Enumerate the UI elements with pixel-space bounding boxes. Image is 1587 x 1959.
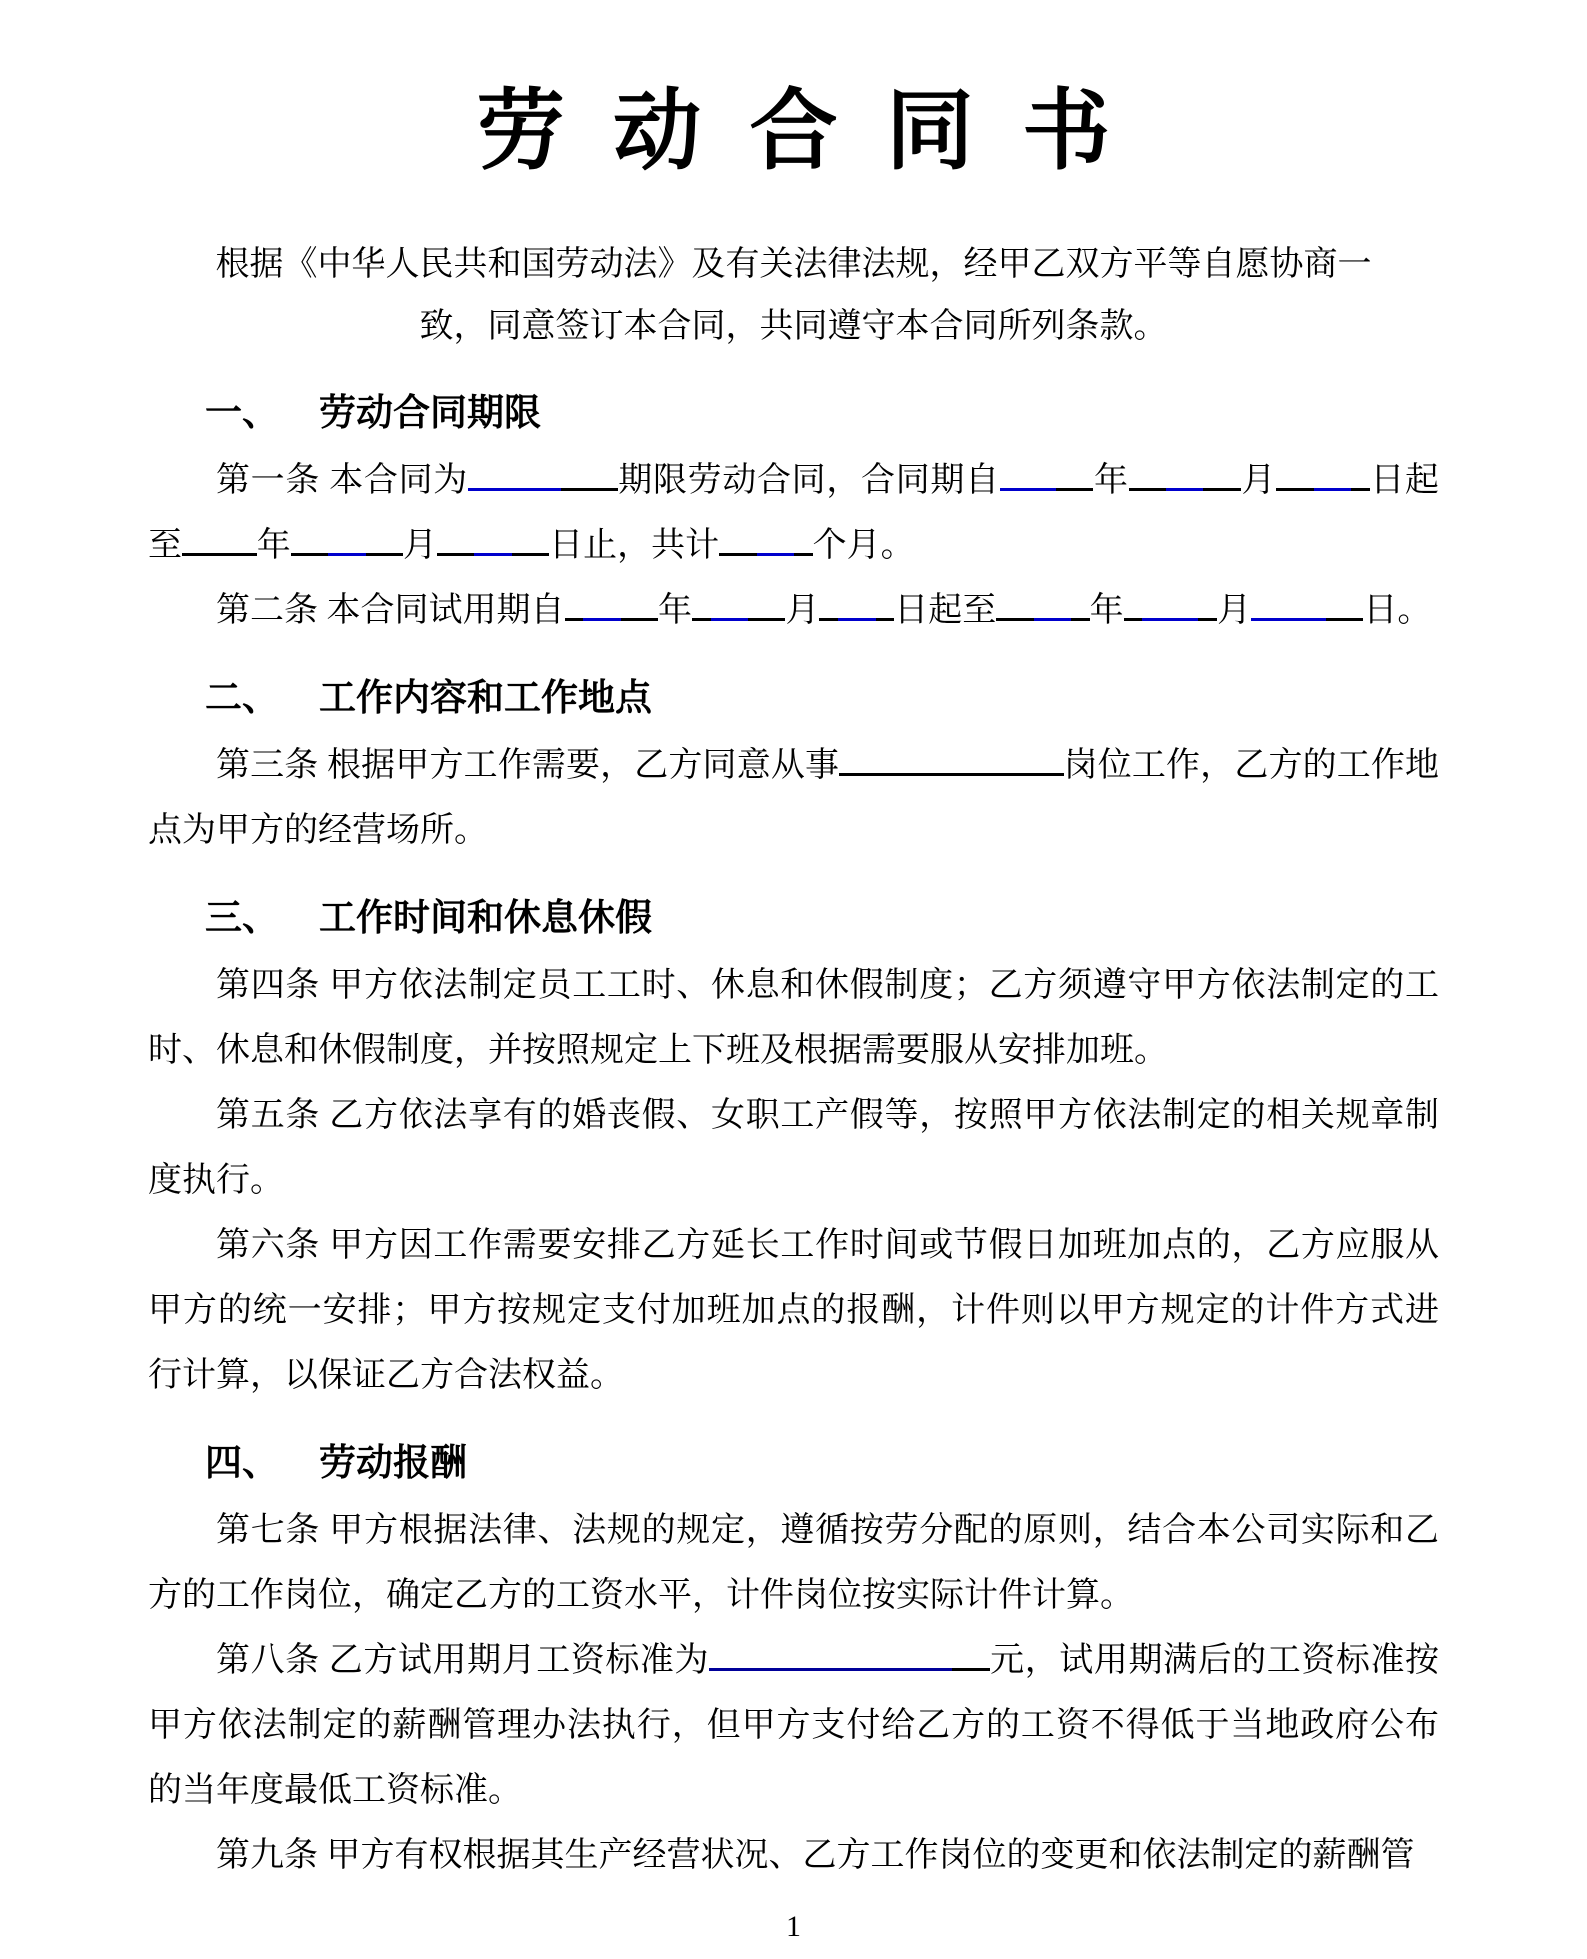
blank-underline [583,587,620,621]
text-run: 个月。 [812,527,915,564]
section-number: 二、 [205,678,279,719]
blank-underline [996,587,1033,621]
blank-underline [794,522,813,556]
clause-paragraph-8 [148,1628,1439,1823]
section-number: 一、 [205,393,279,434]
blank-underline [1198,587,1217,621]
blank-underline [182,522,257,556]
blank-underline [1276,457,1313,491]
blank-underline [468,457,562,491]
section-title: 劳动报酬 [319,1443,467,1484]
text-run: 第五条 乙方依法享有的婚丧假、女职工产假等，按照甲方依法制定的相关规章制度执行。 [148,1097,1439,1199]
blank-underline [757,522,794,556]
blank-underline [1142,587,1198,621]
blank-underline [876,587,895,621]
clause-paragraph-3 [148,733,1439,863]
text-run: 年 [256,527,291,564]
blank-underline [711,587,748,621]
text-run: 月 [1240,462,1277,499]
text-run: 日起至 [148,462,1440,564]
blank-underline [952,1637,989,1671]
blank-underline [561,457,617,491]
text-run: 第八条 乙方试用期月工资标准为 [216,1642,710,1679]
section-title: 劳动合同期限 [319,393,541,434]
text-run: 第九条 甲方有权根据其生产经营状况、乙方工作岗位的变更和依法制定的薪酬管 [216,1837,1415,1874]
blank-underline [437,522,474,556]
section-title: 工作内容和工作地点 [319,678,652,719]
text-run: 年 [1089,592,1124,629]
blank-underline [1124,587,1143,621]
text-run: 月 [402,527,437,564]
clause-paragraph-6 [148,1213,1439,1408]
blank-underline [1203,457,1240,491]
text-run: 日起至 [894,592,997,629]
intro-paragraph: 根据《中华人民共和国劳动法》及有关法律法规，经甲乙双方平等自愿协商一致，同意签订本合同，共同遵守本合同所列条款。 [215,246,1372,345]
blank-underline [621,587,658,621]
page-number: 1 [786,1910,801,1943]
document-title: 劳动合同书 [476,81,1159,180]
text-run: 第一条 本合同为 [216,462,468,499]
section-number: 四、 [205,1443,279,1484]
section-heading-1 [205,388,1439,440]
blank-underline [565,587,584,621]
blank-underline [1166,457,1203,491]
blank-underline [328,522,365,556]
text-run: 日止，共计 [549,527,720,564]
section-heading-2 [205,673,1439,725]
clause-paragraph-7 [148,1498,1439,1628]
blank-underline [474,522,511,556]
text-run: 第三条 根据甲方工作需要，乙方同意从事 [216,747,840,784]
text-run: 年 [657,592,692,629]
text-run: 第七条 甲方根据法律、法规的规定，遵循按劳分配的原则，结合本公司实际和乙方的工作岗位，确定乙方的工资水平，计件岗位按实际计件计算。 [148,1512,1439,1614]
blank-underline [838,587,875,621]
text-run: 第二条 本合同试用期自 [216,592,565,629]
blank-underline [819,587,838,621]
clause-paragraph-5 [148,1083,1439,1213]
text-run: 年 [1093,462,1129,499]
section-title: 工作时间和休息休假 [319,898,652,939]
blank-underline [291,522,328,556]
blank-underline [748,587,785,621]
blank-underline [1000,457,1056,491]
text-run: 岗位工作，乙方的工作地点为甲方的经营场所。 [148,747,1440,849]
section-number: 三、 [205,898,279,939]
blank-underline [1129,457,1166,491]
text-run: 月 [1217,592,1252,629]
clause-paragraph-2 [148,578,1439,643]
blank-underline [512,522,549,556]
clause-paragraph-1 [148,448,1439,578]
section-heading-4 [205,1438,1439,1490]
clause-paragraph-9 [148,1823,1439,1888]
blank-underline [1251,587,1326,621]
blank-underline [839,742,1063,776]
text-run: 期限劳动合同，合同期自 [617,462,1000,499]
blank-underline [692,587,711,621]
blank-underline [1351,457,1370,491]
blank-underline [1071,587,1090,621]
section-heading-3 [205,893,1439,945]
blank-underline [1314,457,1351,491]
clause-paragraph-4 [148,953,1439,1083]
blank-underline [366,522,403,556]
text-run: 第六条 甲方因工作需要安排乙方延长工作时间或节假日加班加点的，乙方应服从甲方的统一安排；甲方按规定支付加班加点的报酬，计件则以甲方规定的计件方式进行计算，以保证乙方合法权益。 [148,1227,1439,1394]
text-run: 日。 [1363,592,1432,629]
blank-underline [1056,457,1093,491]
blank-underline [1326,587,1363,621]
text-run: 月 [785,592,820,629]
blank-underline [709,1637,952,1671]
text-run: 元，试用期满后的工资标准按甲方依法制定的薪酬管理办法执行，但甲方支付给乙方的工资不得低于当地政府公布的当年度最低工资标准。 [148,1642,1440,1809]
blank-underline [719,522,756,556]
text-run: 第四条 甲方依法制定员工工时、休息和休假制度；乙方须遵守甲方依法制定的工时、休息和休假制度，并按照规定上下班及根据需要服从安排加班。 [148,967,1439,1069]
blank-underline [1034,587,1071,621]
